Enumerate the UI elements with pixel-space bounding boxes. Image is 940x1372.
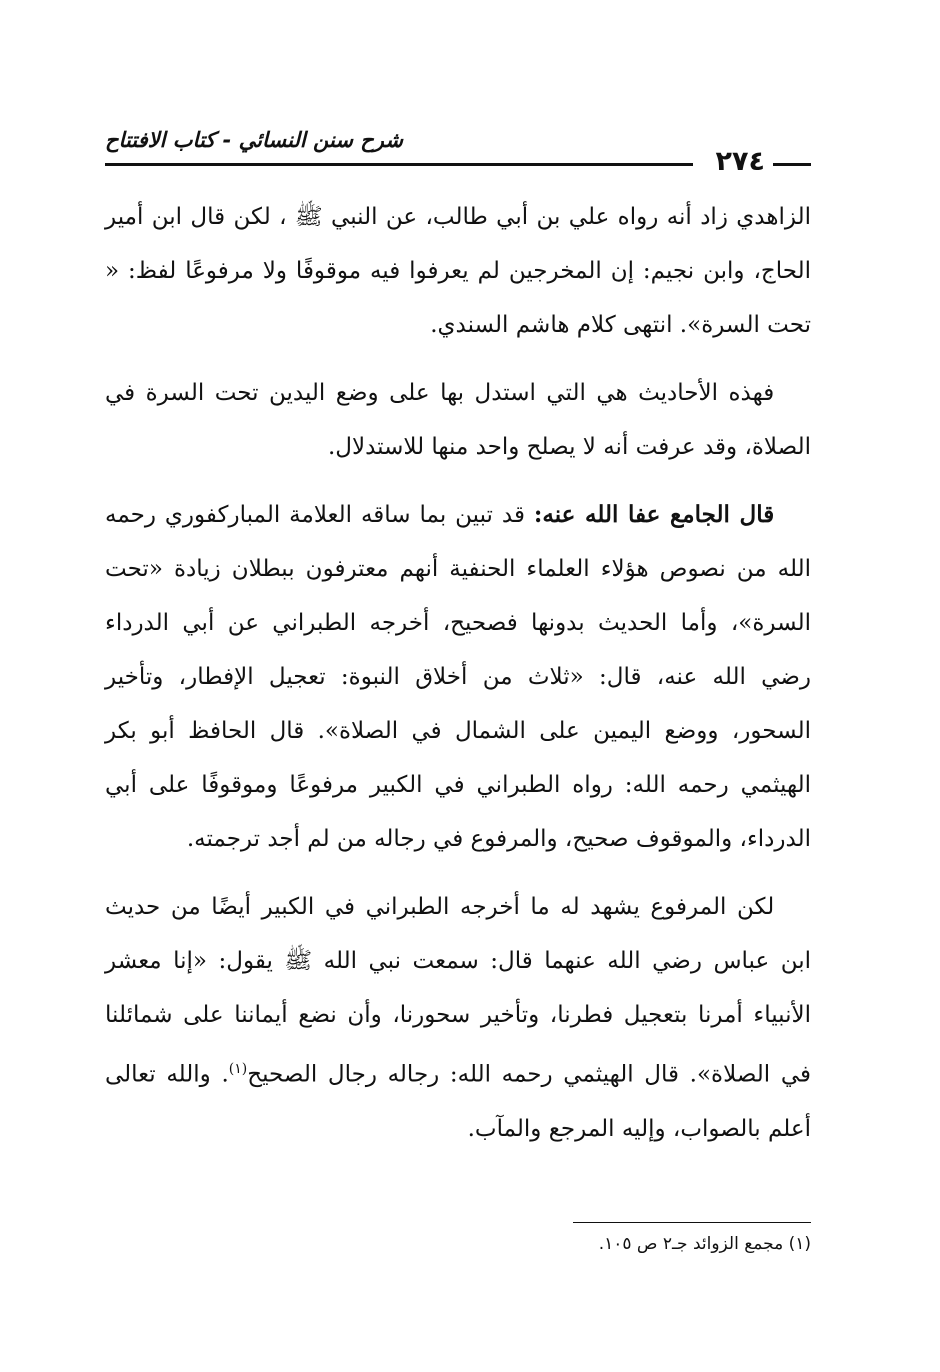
paragraph-3-lead: قال الجامع عفا الله عنه:: [533, 501, 775, 528]
footnote-reference: (١): [228, 1061, 248, 1077]
running-title: شرح سنن النسائي - كتاب الافتتاح: [105, 128, 403, 152]
paragraph-3-text: قد تبين بما ساقه العلامة المباركفوري رحمه الله من نصوص هؤلاء العلماء الحنفية أنهم معترفون ببطلان زيادة «تحت السرة»، وأما الحديث بدونها فصحيح، أخرجه الطبراني عن أبي الدرداء رضي الله عنه، قال: «ثلاث من أخلاق النبوة: تعجيل الإفطار، وتأخير السحور، ووضع اليمين على الشمال في الصلاة». قال الحافظ أبو بكر الهيثمي رحمه الله: رواه الطبراني في الكبير مرفوعًا وموقوفًا على أبي الدرداء، والموقوف صحيح، والمرفوع في رجاله من لم أجد ترجمته.: [105, 502, 811, 852]
page-header: [105, 128, 811, 178]
page-number: ٢٧٤: [715, 146, 765, 177]
paragraph-2: [105, 366, 811, 474]
page-number-dash: [773, 163, 811, 166]
footnote-rule: [573, 1222, 811, 1223]
paragraph-4-end: . والله تعالى أعلم بالصواب، وإليه المرجع والمآب.: [105, 1061, 811, 1142]
paragraph-1-text: الزاهدي زاد أنه رواه علي بن أبي طالب، عن النبي ﷺ ، لكن قال ابن أمير الحاج، وابن نجيم: إن المخرجين لم يعرفوا فيه موقوفًا ولا مرفوعًا لفظ: « تحت السرة». انتهى كلام هاشم السندي.: [105, 204, 811, 338]
header-rule: [105, 163, 693, 166]
paragraph-4: [105, 880, 811, 1156]
paragraph-3: [105, 488, 811, 866]
footnote: (١) مجمع الزوائد جـ٢ ص ١٠٥.: [598, 1234, 811, 1254]
paragraph-1: [105, 190, 811, 352]
paragraph-4-text: لكن المرفوع يشهد له ما أخرجه الطبراني في الكبير أيضًا من حديث ابن عباس رضي الله عنهما قال: سمعت نبي الله ﷺ يقول: «إنا معشر الأنبياء أمرنا بتعجيل فطرنا، وتأخير سحورنا، وأن نضع أيماننا على شمائلنا في الصلاة». قال الهيثمي رحمه الله: رجاله رجال الصحيح: [105, 894, 812, 1088]
main-text: [105, 190, 811, 1170]
paragraph-2-text: فهذه الأحاديث هي التي استدل بها على وضع اليدين تحت السرة في الصلاة، وقد عرفت أنه لا يصلح واحد منها للاستدلال.: [105, 380, 811, 460]
